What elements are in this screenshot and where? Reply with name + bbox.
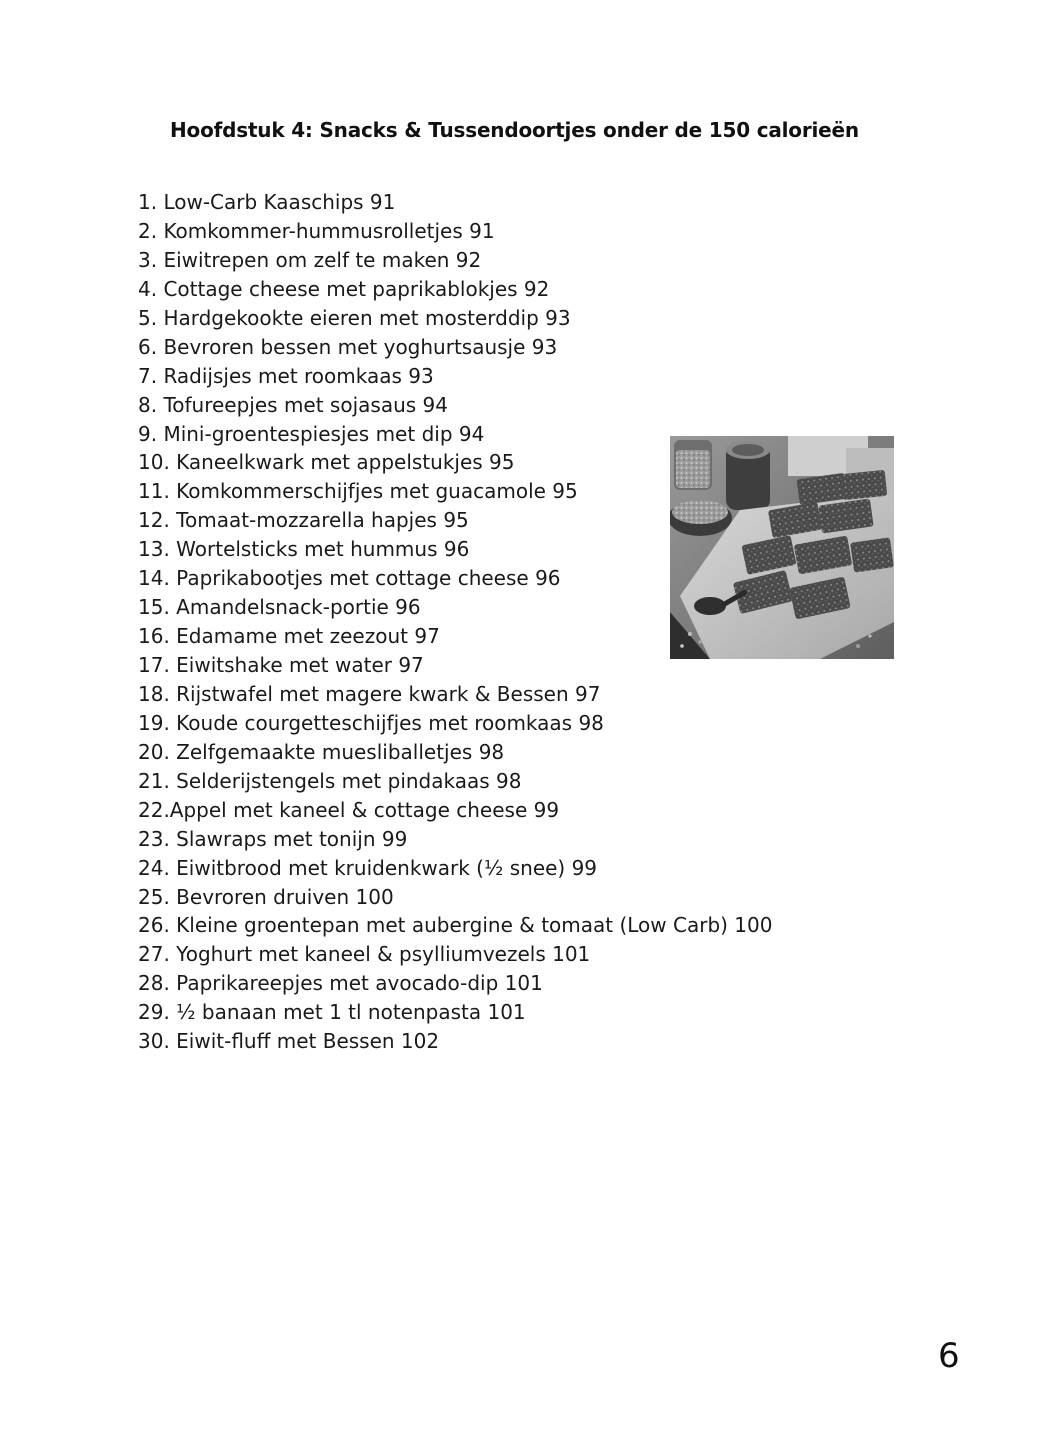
toc-item: 23. Slawraps met tonijn 99: [138, 826, 408, 851]
toc-item: 30. Eiwit-fluff met Bessen 102: [138, 1029, 440, 1054]
toc-item: 13. Wortelsticks met hummus 96: [138, 537, 470, 562]
toc-item: 4. Cottage cheese met paprikablokjes 92: [138, 276, 550, 301]
toc-item: 22.Appel met kaneel & cottage cheese 99: [138, 797, 560, 822]
toc-item: 10. Kaneelkwark met appelstukjes 95: [138, 450, 515, 475]
toc-item: 14. Paprikabootjes met cottage cheese 96: [138, 566, 561, 591]
toc-item: 28. Paprikareepjes met avocado-dip 101: [138, 971, 543, 996]
toc-item: 2. Komkommer-hummusrolletjes 91: [138, 218, 495, 243]
toc-item: 5. Hardgekookte eieren met mosterddip 93: [138, 305, 571, 330]
toc-item: 3. Eiwitrepen om zelf te maken 92: [138, 247, 482, 272]
chapter-title: Hoofdstuk 4: Snacks & Tussendoortjes onder de 150 calorieën: [170, 118, 859, 142]
toc-item: 15. Amandelsnack-portie 96: [138, 595, 421, 620]
toc-item: 18. Rijstwafel met magere kwark & Bessen 97: [138, 681, 601, 706]
toc-item: 12. Tomaat-mozzarella hapjes 95: [138, 508, 469, 533]
toc-item: 17. Eiwitshake met water 97: [138, 653, 424, 677]
toc-item: 21. Selderijstengels met pindakaas 98: [138, 768, 522, 793]
toc-item: 1. Low-Carb Kaaschips 91: [138, 190, 396, 214]
toc-item: 8. Tofureepjes met sojasaus 94: [138, 392, 448, 417]
toc-item: 6. Bevroren bessen met yoghurtsausje 93: [138, 334, 558, 359]
protein-bars-photo: [670, 436, 894, 659]
toc-item: 7. Radijsjes met roomkaas 93: [138, 363, 434, 388]
toc-item: 25. Bevroren druiven 100: [138, 884, 394, 909]
toc-item: 16. Edamame met zeezout 97: [138, 624, 440, 649]
toc-item: 19. Koude courgetteschijfjes met roomkaas 98: [138, 710, 604, 735]
page-number: 6: [938, 1336, 960, 1376]
toc-item: 27. Yoghurt met kaneel & psylliumvezels 101: [138, 942, 591, 967]
toc-item: 9. Mini-groentespiesjes met dip 94: [138, 421, 485, 446]
protein-bars-illustration: [670, 436, 894, 659]
toc-item: 20. Zelfgemaakte muesliballetjes 98: [138, 739, 505, 764]
toc-item: 11. Komkommerschijfjes met guacamole 95: [138, 479, 578, 504]
toc-item: 26. Kleine groentepan met aubergine & tomaat (Low Carb) 100: [138, 913, 773, 938]
toc-item: 24. Eiwitbrood met kruidenkwark (½ snee) 99: [138, 855, 598, 880]
toc-item: 29. ½ banaan met 1 tl notenpasta 101: [138, 1000, 526, 1025]
